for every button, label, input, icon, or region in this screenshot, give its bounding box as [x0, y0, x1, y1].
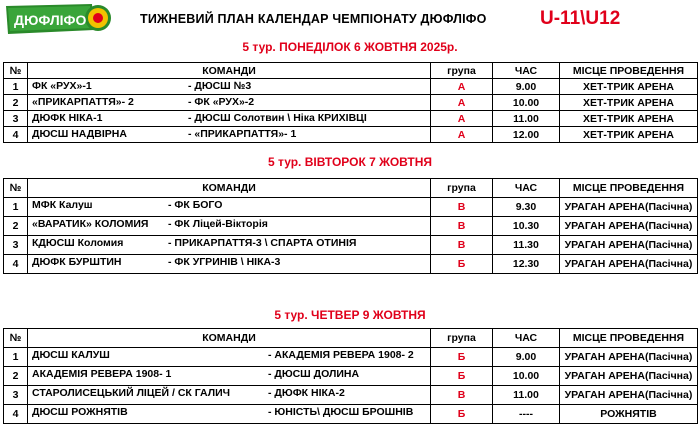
match-num: 1: [4, 79, 28, 95]
match-place: УРАГАН АРЕНА(Пасічна): [560, 348, 698, 367]
league-logo: [2, 0, 112, 40]
match-teams: [28, 255, 431, 274]
match-teams: [28, 367, 431, 386]
match-num: 2: [4, 217, 28, 236]
home-team: ДЮФК НІКА-1: [32, 112, 103, 124]
league-logo-graphic: [2, 0, 112, 40]
home-team: СТАРОЛИСЕЦЬКИЙ ЛІЦЕЙ / СК ГАЛИЧ: [32, 387, 231, 399]
round-heading-tuesday: 5 тур. ВІВТОРОК 7 ЖОВТНЯ: [268, 155, 432, 169]
table-row: [4, 255, 698, 274]
match-time: 12.30: [493, 255, 560, 274]
table-row: [4, 198, 698, 217]
match-num: 1: [4, 348, 28, 367]
match-group: Б: [431, 255, 493, 274]
table-row: [4, 217, 698, 236]
match-teams: [28, 127, 431, 143]
match-time: 11.30: [493, 236, 560, 255]
col-group-header: група: [431, 179, 493, 198]
schedule-table-thursday: [3, 328, 698, 424]
match-num: 2: [4, 95, 28, 111]
match-group: В: [431, 198, 493, 217]
away-team: - АКАДЕМІЯ РЕВЕРА 1908- 2: [268, 349, 414, 361]
home-team: МФК Калуш: [32, 199, 93, 211]
match-place: ХЕТ-ТРИК АРЕНА: [560, 111, 698, 127]
away-team: - ДЮСШ №3: [188, 80, 252, 92]
svg-text:ДЮФЛІФО: ДЮФЛІФО: [14, 12, 87, 28]
schedule-table-monday: [3, 62, 698, 143]
match-group: Б: [431, 367, 493, 386]
col-num-header: №: [4, 179, 28, 198]
col-time-header: ЧАС: [493, 63, 560, 79]
home-team: КДЮСШ Коломия: [32, 237, 124, 249]
col-group-header: група: [431, 63, 493, 79]
match-num: 3: [4, 111, 28, 127]
table-row: [4, 79, 698, 95]
table-row: [4, 95, 698, 111]
match-teams: [28, 405, 431, 424]
match-teams: [28, 111, 431, 127]
col-place-header: МІСЦЕ ПРОВЕДЕННЯ: [560, 179, 698, 198]
away-team: - ДЮСШ Солотвин \ Ніка КРИХІВЦІ: [188, 112, 367, 124]
away-team: - ДЮСШ ДОЛИНА: [268, 368, 360, 380]
table-row: [4, 367, 698, 386]
match-time: 9.30: [493, 198, 560, 217]
match-group: А: [431, 127, 493, 143]
table-header-row: [4, 179, 698, 198]
away-team: - ФК БОГО: [168, 199, 223, 211]
home-team: ДЮСШ НАДВІРНА: [32, 128, 127, 140]
page-title: ТИЖНЕВИЙ ПЛАН КАЛЕНДАР ЧЕМПІОНАТУ ДЮФЛІФО: [140, 12, 487, 26]
match-place: УРАГАН АРЕНА(Пасічна): [560, 217, 698, 236]
match-teams: [28, 236, 431, 255]
match-num: 4: [4, 405, 28, 424]
table-header-row: [4, 329, 698, 348]
col-teams-header: КОМАНДИ: [28, 63, 431, 79]
match-place: УРАГАН АРЕНА(Пасічна): [560, 198, 698, 217]
home-team: ФК «РУХ»-1: [32, 80, 92, 92]
home-team: ДЮСШ КАЛУШ: [32, 349, 110, 361]
table-header-row: [4, 63, 698, 79]
match-place: ХЕТ-ТРИК АРЕНА: [560, 95, 698, 111]
match-time: ----: [493, 405, 560, 424]
match-num: 3: [4, 236, 28, 255]
col-num-header: №: [4, 63, 28, 79]
away-team: - ПРИКАРПАТТЯ-3 \ СПАРТА ОТИНІЯ: [168, 237, 357, 249]
match-group: В: [431, 386, 493, 405]
home-team: ДЮСШ РОЖНЯТІВ: [32, 406, 128, 418]
table-row: [4, 111, 698, 127]
match-time: 10.00: [493, 95, 560, 111]
round-heading-thursday: 5 тур. ЧЕТВЕР 9 ЖОВТНЯ: [274, 308, 426, 322]
col-group-header: група: [431, 329, 493, 348]
col-place-header: МІСЦЕ ПРОВЕДЕННЯ: [560, 329, 698, 348]
match-place: УРАГАН АРЕНА(Пасічна): [560, 386, 698, 405]
match-group: А: [431, 79, 493, 95]
age-group-label: U-11\U12: [540, 8, 621, 29]
match-place: РОЖНЯТІВ: [560, 405, 698, 424]
away-team: - ФК УГРИНІВ \ НІКА-3: [168, 256, 281, 268]
match-num: 2: [4, 367, 28, 386]
away-team: - ФК Ліцей-Вікторія: [168, 218, 268, 230]
match-time: 10.30: [493, 217, 560, 236]
home-team: «ПРИКАРПАТТЯ»- 2: [32, 96, 134, 108]
table-row: [4, 386, 698, 405]
match-time: 10.00: [493, 367, 560, 386]
match-group: Б: [431, 405, 493, 424]
col-teams-header: КОМАНДИ: [28, 329, 431, 348]
match-num: 4: [4, 255, 28, 274]
home-team: АКАДЕМІЯ РЕВЕРА 1908- 1: [32, 368, 172, 380]
match-time: 9.00: [493, 348, 560, 367]
match-group: А: [431, 95, 493, 111]
col-num-header: №: [4, 329, 28, 348]
table-row: [4, 236, 698, 255]
round-heading-monday: 5 тур. ПОНЕДІЛОК 6 ЖОВТНЯ 2025р.: [242, 40, 458, 54]
away-team: - «ПРИКАРПАТТЯ»- 1: [188, 128, 297, 140]
match-teams: [28, 79, 431, 95]
match-time: 11.00: [493, 386, 560, 405]
match-teams: [28, 217, 431, 236]
match-time: 12.00: [493, 127, 560, 143]
away-team: - ЮНІСТЬ\ ДЮСШ БРОШНІВ: [268, 406, 414, 418]
match-group: Б: [431, 348, 493, 367]
match-group: А: [431, 111, 493, 127]
match-time: 9.00: [493, 79, 560, 95]
table-row: [4, 348, 698, 367]
home-team: ДЮФК БУРШТИН: [32, 256, 122, 268]
match-place: УРАГАН АРЕНА(Пасічна): [560, 236, 698, 255]
table-row: [4, 127, 698, 143]
away-team: - ФК «РУХ»-2: [188, 96, 255, 108]
schedule-table-tuesday: [3, 178, 698, 274]
match-time: 11.00: [493, 111, 560, 127]
col-place-header: МІСЦЕ ПРОВЕДЕННЯ: [560, 63, 698, 79]
match-place: УРАГАН АРЕНА(Пасічна): [560, 255, 698, 274]
match-teams: [28, 198, 431, 217]
match-num: 1: [4, 198, 28, 217]
match-num: 3: [4, 386, 28, 405]
home-team: «ВАРАТИК» КОЛОМИЯ: [32, 218, 149, 230]
col-time-header: ЧАС: [493, 179, 560, 198]
match-place: ХЕТ-ТРИК АРЕНА: [560, 127, 698, 143]
match-place: ХЕТ-ТРИК АРЕНА: [560, 79, 698, 95]
col-teams-header: КОМАНДИ: [28, 179, 431, 198]
match-teams: [28, 348, 431, 367]
col-time-header: ЧАС: [493, 329, 560, 348]
match-teams: [28, 95, 431, 111]
match-place: УРАГАН АРЕНА(Пасічна): [560, 367, 698, 386]
table-row: [4, 405, 698, 424]
match-num: 4: [4, 127, 28, 143]
match-group: В: [431, 236, 493, 255]
away-team: - ДЮФК НІКА-2: [268, 387, 345, 399]
match-group: В: [431, 217, 493, 236]
match-teams: [28, 386, 431, 405]
